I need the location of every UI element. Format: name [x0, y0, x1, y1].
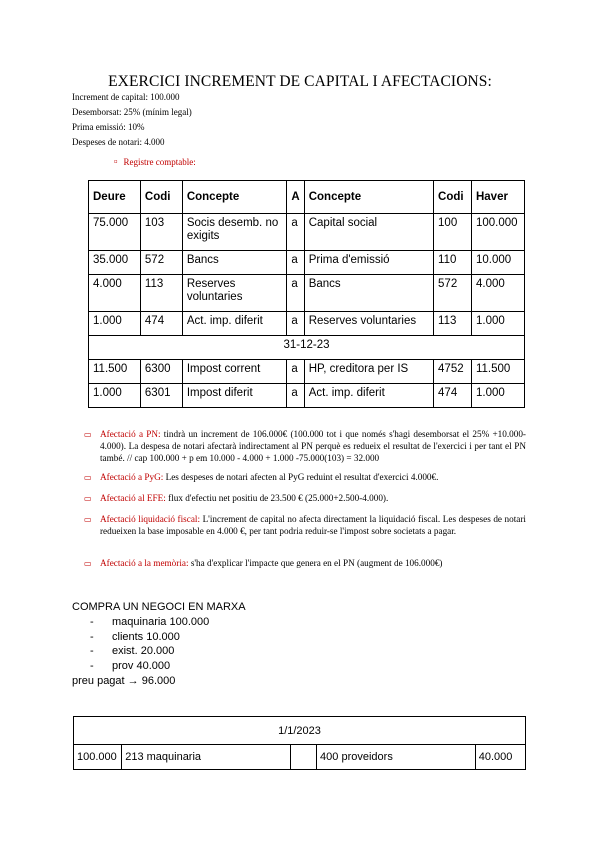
cell: a [287, 214, 304, 251]
list-item [84, 513, 526, 537]
bullet-icon: ▭ [84, 473, 92, 482]
cell: Act. imp. diferit [304, 384, 433, 408]
cell: a [287, 312, 304, 336]
note-label: Afectació liquidació fiscal: [100, 514, 201, 524]
cell: 100.000 [471, 214, 524, 251]
cell: a [287, 275, 304, 312]
cell: 572 [140, 251, 182, 275]
header-deure: Deure [89, 181, 141, 214]
cell: Capital social [304, 214, 433, 251]
note-label: Afectació a PN: [100, 429, 161, 439]
meta-desemborsat: Desemborsat: 25% (mínim legal) [72, 107, 192, 117]
cell: 1.000 [471, 384, 524, 408]
date-cell: 1/1/2023 [74, 717, 526, 745]
cell: a [287, 384, 304, 408]
cell: Reserves voluntaries [304, 312, 433, 336]
cell: 100.000 [74, 745, 122, 770]
cell: Prima d'emissió [304, 251, 433, 275]
bullet-icon: ▭ [84, 515, 92, 524]
table-row [74, 745, 526, 770]
cell: 1.000 [471, 312, 524, 336]
cell: 103 [140, 214, 182, 251]
cell: 100 [434, 214, 472, 251]
table-row [89, 275, 525, 312]
cell: 11.500 [471, 360, 524, 384]
registre-label: Registre comptable: [123, 157, 196, 167]
compra-list [72, 615, 246, 674]
table-row [89, 251, 525, 275]
bullet-icon: ¤ [114, 158, 118, 166]
cell: 474 [434, 384, 472, 408]
cell: 4.000 [89, 275, 141, 312]
list-item [84, 557, 526, 569]
cell: HP, creditora per IS [304, 360, 433, 384]
date-row [89, 336, 525, 360]
cell: 1.000 [89, 384, 141, 408]
cell: 6301 [140, 384, 182, 408]
compra-section [72, 600, 246, 689]
note-label: Afectació al EFE: [100, 493, 166, 503]
note-text: L'increment de capital no afecta directament la liquidació fiscal. Les despeses de notari redueixen la base imposable en 4.000 €, per tant podria reduir-se l'impost sobre societats a pagar. [100, 514, 526, 536]
cell: Bancs [304, 275, 433, 312]
cell: 11.500 [89, 360, 141, 384]
cell: 1.000 [89, 312, 141, 336]
list-item: - exist. 20.000 [72, 644, 246, 659]
cell: 40.000 [475, 745, 525, 770]
meta-prima: Prima emissió: 10% [72, 122, 145, 132]
cell: Reserves voluntaries [182, 275, 287, 312]
cell: 113 [140, 275, 182, 312]
note-text: Les despeses de notari afecten al PyG reduint el resultat d'exercici 4.000€. [163, 472, 439, 482]
list-item: - clients 10.000 [72, 630, 246, 645]
page-title: EXERCICI INCREMENT DE CAPITAL I AFECTACIONS: [108, 73, 492, 90]
header-codi: Codi [140, 181, 182, 214]
list-item: - maquinaria 100.000 [72, 615, 246, 630]
list-item [84, 428, 526, 464]
header-haver: Haver [471, 181, 524, 214]
note-text: flux d'efectiu net positiu de 23.500 € (25.000+2.500-4.000). [165, 493, 389, 503]
list-item: - prov 40.000 [72, 659, 246, 674]
cell: Socis desemb. no exigits [182, 214, 287, 251]
cell: 400 proveidors [317, 745, 476, 770]
cell: 474 [140, 312, 182, 336]
table-row [89, 312, 525, 336]
cell: Impost diferit [182, 384, 287, 408]
cell: Bancs [182, 251, 287, 275]
meta-capital: Increment de capital: 100.000 [72, 92, 180, 102]
header-concepte: Concepte [182, 181, 287, 214]
journal-table [88, 180, 525, 408]
header-concepte: Concepte [304, 181, 433, 214]
note-label: Afectació a PyG: [100, 472, 164, 482]
header-codi: Codi [434, 181, 472, 214]
list-item [84, 471, 526, 483]
compra-heading: COMPRA UN NEGOCI EN MARXA [72, 601, 246, 613]
compra-price: preu pagat → 96.000 [72, 674, 176, 687]
date-row [74, 717, 526, 745]
cell: Impost corrent [182, 360, 287, 384]
table-row [89, 384, 525, 408]
table-header-row [89, 181, 525, 214]
cell: 75.000 [89, 214, 141, 251]
list-item [84, 492, 526, 504]
note-text: s'ha d'explicar l'impacte que genera en el PN (augment de 106.000€) [188, 558, 443, 568]
cell: 113 [434, 312, 472, 336]
date-cell: 31-12-23 [89, 336, 525, 360]
cell: a [287, 360, 304, 384]
cell: 572 [434, 275, 472, 312]
cell: 110 [434, 251, 472, 275]
registre-heading [114, 157, 196, 167]
cell: Act. imp. diferit [182, 312, 287, 336]
meta-notari: Despeses de notari: 4.000 [72, 137, 165, 147]
bullet-icon: ▭ [84, 494, 92, 503]
cell: 4.000 [471, 275, 524, 312]
table-row [89, 214, 525, 251]
cell: 35.000 [89, 251, 141, 275]
cell: 213 maquinaria [122, 745, 291, 770]
cell: a [287, 251, 304, 275]
note-text: tindrà un increment de 106.000€ (100.000 tot i que només s'hagi desemborsat el 25% +10.000-4.000). La despesa de notari afectarà indirectament al PN perquè es redueix el resultat de l'exercici i per tant el PN també. // cap 100.000 + p em 10.000 - 4.000 + 1.000 -75.000(103) = 32.000 [100, 429, 526, 463]
exercise-data [72, 90, 192, 150]
note-label: Afectació a la memòria: [100, 558, 189, 568]
cell: 6300 [140, 360, 182, 384]
cell: 4752 [434, 360, 472, 384]
bullet-icon: ▭ [84, 430, 92, 439]
table-row [89, 360, 525, 384]
cell [290, 745, 316, 770]
purchase-table [73, 716, 526, 770]
cell: 10.000 [471, 251, 524, 275]
bullet-icon: ▭ [84, 559, 92, 568]
header-a: A [287, 181, 304, 214]
